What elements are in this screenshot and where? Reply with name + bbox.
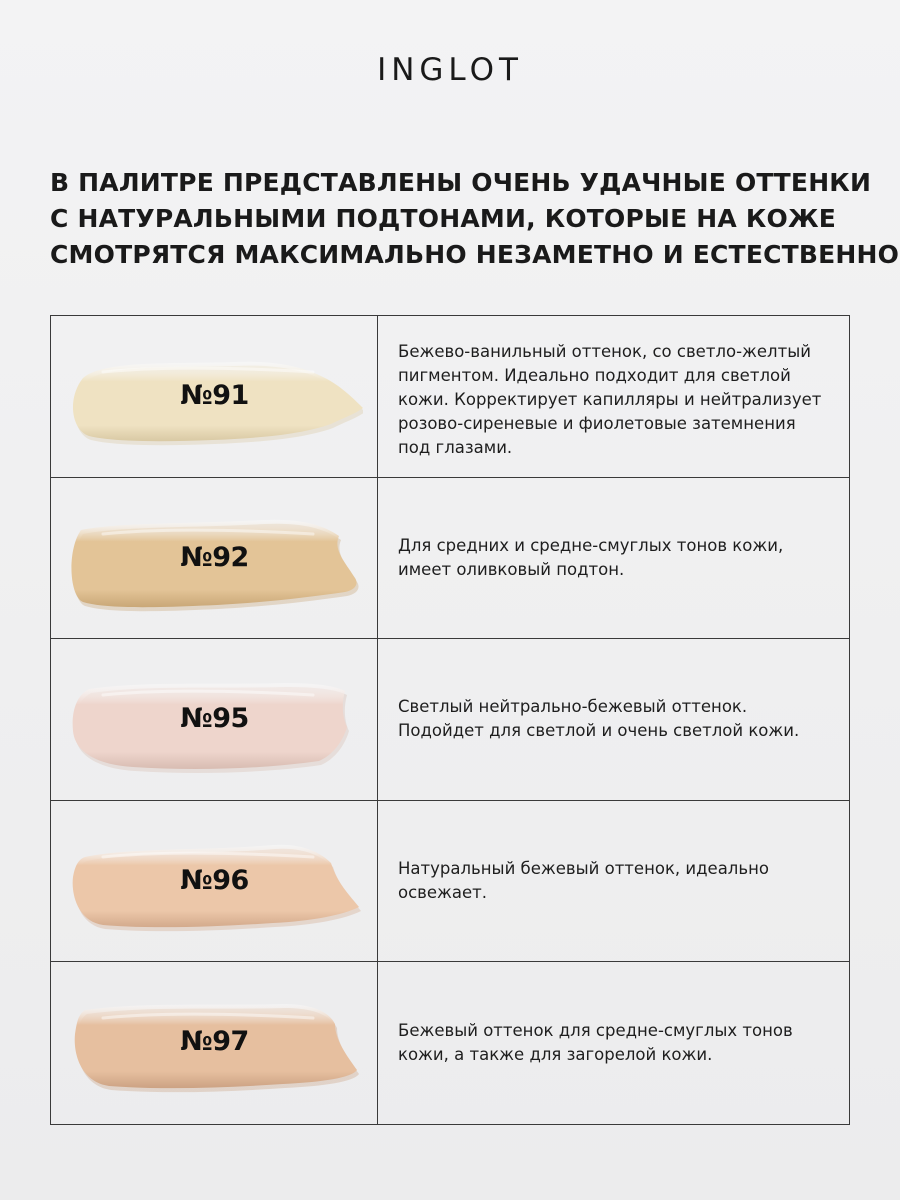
shade-description: Бежево-ванильный оттенок, со светло-желтый пигментом. Идеально подходит для светлой кожи. Корректирует капилляры и нейтрализует розово-сиреневые и фиолетовые затемнения под глазами.	[398, 342, 822, 457]
shade-description-cell	[378, 639, 849, 801]
shade-number: №91	[180, 380, 249, 411]
shade-number: №96	[180, 864, 249, 896]
shade-description-cell	[378, 801, 849, 963]
shade-description: Бежевый оттенок для средне-смуглых тонов кожи, а также для загорелой кожи.	[398, 1021, 793, 1065]
shade-table	[50, 315, 850, 1125]
shade-description-cell	[378, 478, 849, 640]
shade-description-cell	[378, 316, 849, 478]
headline-line-1	[50, 165, 870, 201]
headline-highlight: ОТТЕНКИ	[734, 168, 872, 197]
headline-highlight: С НАТУРАЛЬНЫМИ ПОДТОНАМИ	[50, 204, 527, 233]
shade-swatch-cell	[51, 962, 378, 1124]
shade-description: Светлый нейтрально-бежевый оттенок. Подойдет для светлой и очень светлой кожи.	[398, 697, 800, 741]
shade-number: №92	[180, 541, 249, 573]
headline	[50, 165, 900, 273]
shade-swatch-cell	[51, 478, 378, 640]
shade-description-cell	[378, 962, 849, 1124]
shade-swatch-cell	[51, 316, 378, 478]
shade-number: №95	[180, 703, 249, 735]
shade-swatch-cell	[51, 801, 378, 963]
shade-number: №97	[180, 1026, 249, 1058]
headline-line-2	[50, 201, 870, 237]
brand-logo: INGLOT	[377, 52, 523, 88]
shade-description: Натуральный бежевый оттенок, идеально освежает.	[398, 859, 769, 903]
headline-text: , КОТОРЫЕ НА КОЖЕ	[526, 204, 837, 233]
shade-description: Для средних и средне-смуглых тонов кожи, имеет оливковый подтон.	[398, 535, 784, 579]
headline-line-3: СМОТРЯТСЯ МАКСИМАЛЬНО НЕЗАМЕТНО И ЕСТЕСТВЕННО	[50, 240, 900, 269]
shade-swatch-cell	[51, 639, 378, 801]
headline-text: В ПАЛИТРЕ ПРЕДСТАВЛЕНЫ ОЧЕНЬ УДАЧНЫЕ	[50, 168, 735, 197]
